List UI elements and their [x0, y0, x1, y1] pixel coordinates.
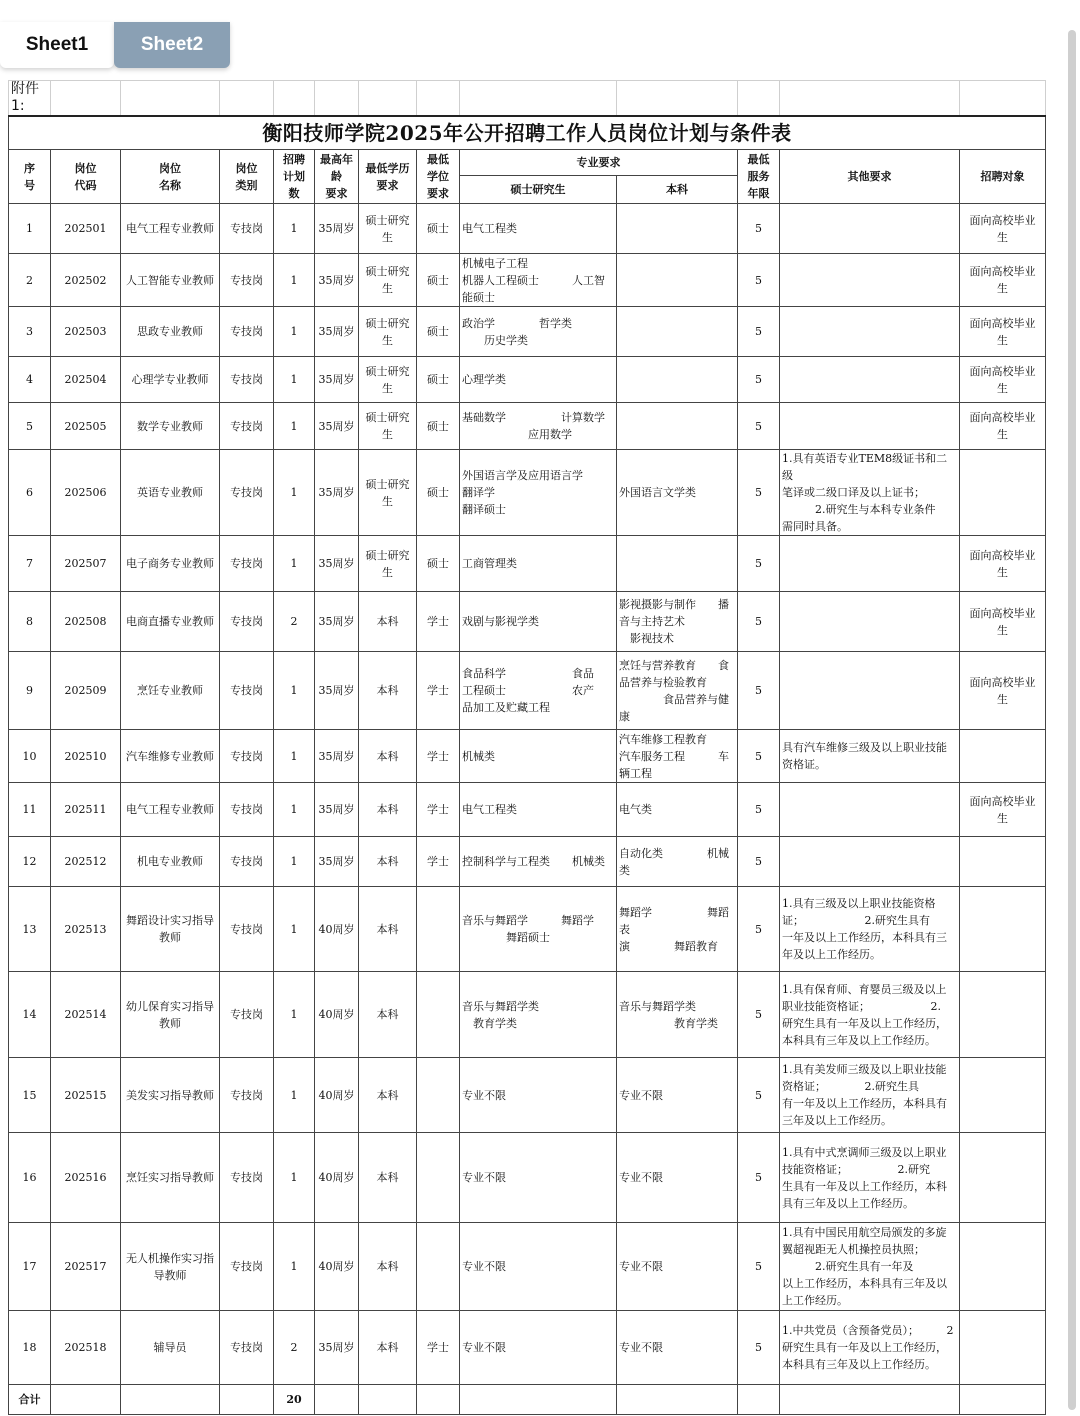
- cell-service[interactable]: 5: [738, 254, 780, 307]
- cell-target[interactable]: [960, 1058, 1046, 1133]
- table-row: [9, 783, 1046, 837]
- cell-target[interactable]: [960, 730, 1046, 783]
- cell-major-bachelor[interactable]: 自动化类 机械 类: [617, 837, 738, 887]
- cell-target[interactable]: [960, 972, 1046, 1058]
- cell-edu[interactable]: 本科: [359, 837, 417, 887]
- cell-type[interactable]: 专技岗: [220, 1311, 274, 1385]
- cell-major-bachelor[interactable]: [617, 307, 738, 357]
- cell-other[interactable]: [780, 837, 960, 887]
- cell-major-master[interactable]: 音乐与舞蹈学类 教育学类: [460, 972, 617, 1058]
- cell-major-master[interactable]: 电气工程类: [460, 783, 617, 837]
- empty-cell[interactable]: [960, 1385, 1046, 1415]
- cell-major-bachelor[interactable]: [617, 403, 738, 450]
- cell-code[interactable]: 202507: [51, 536, 121, 592]
- cell-seq[interactable]: 12: [9, 837, 51, 887]
- cell-target[interactable]: [960, 887, 1046, 972]
- cell-name[interactable]: 电商直播专业教师: [121, 592, 220, 652]
- cell-target[interactable]: [960, 1311, 1046, 1385]
- cell-service[interactable]: 5: [738, 592, 780, 652]
- cell-name[interactable]: 无人机操作实习指 导教师: [121, 1223, 220, 1311]
- cell-service[interactable]: 5: [738, 403, 780, 450]
- cell-age[interactable]: 35周岁: [315, 592, 359, 652]
- cell-name[interactable]: 辅导员: [121, 1311, 220, 1385]
- table-row: [9, 1311, 1046, 1385]
- cell-target[interactable]: [960, 837, 1046, 887]
- header-age: 最高年 龄 要求: [315, 150, 359, 204]
- header-code: 岗位 代码: [51, 150, 121, 204]
- cell-edu[interactable]: 硕士研究 生: [359, 450, 417, 536]
- cell-major-master[interactable]: 食品科学 食品 工程硕士 农产 品加工及贮藏工程: [460, 652, 617, 730]
- cell-code[interactable]: 202501: [51, 204, 121, 254]
- empty-cell[interactable]: [738, 1385, 780, 1415]
- header-major: 专业要求: [460, 150, 738, 176]
- cell-major-bachelor[interactable]: [617, 204, 738, 254]
- cell-edu[interactable]: 硕士研究 生: [359, 204, 417, 254]
- cell-seq[interactable]: 10: [9, 730, 51, 783]
- cell-major-master[interactable]: 外国语言学及应用语言学 翻译学 翻译硕士: [460, 450, 617, 536]
- cell-target[interactable]: 面向高校毕业 生: [960, 592, 1046, 652]
- tab-sheet1[interactable]: Sheet1: [0, 22, 114, 68]
- empty-cell[interactable]: [359, 1385, 417, 1415]
- cell-count[interactable]: 1: [274, 536, 315, 592]
- cell-edu[interactable]: 本科: [359, 1223, 417, 1311]
- cell-code[interactable]: 202503: [51, 307, 121, 357]
- cell-seq[interactable]: 3: [9, 307, 51, 357]
- cell-type[interactable]: 专技岗: [220, 783, 274, 837]
- cell-other[interactable]: [780, 357, 960, 403]
- header-other: 其他要求: [780, 150, 960, 204]
- cell-name[interactable]: 机电专业教师: [121, 837, 220, 887]
- table-row: [9, 204, 1046, 254]
- cell-name[interactable]: 烹饪专业教师: [121, 652, 220, 730]
- cell-age[interactable]: 40周岁: [315, 887, 359, 972]
- cell-major-master[interactable]: 心理学类: [460, 357, 617, 403]
- recruitment-table: [8, 80, 1046, 1415]
- cell-seq[interactable]: 6: [9, 450, 51, 536]
- cell-other[interactable]: [780, 536, 960, 592]
- cell-type[interactable]: 专技岗: [220, 307, 274, 357]
- cell-type[interactable]: 专技岗: [220, 254, 274, 307]
- cell-name[interactable]: 电子商务专业教师: [121, 536, 220, 592]
- cell-type[interactable]: 专技岗: [220, 536, 274, 592]
- cell-name[interactable]: 人工智能专业教师: [121, 254, 220, 307]
- cell-degree[interactable]: [417, 1223, 460, 1311]
- cell-service[interactable]: 5: [738, 204, 780, 254]
- cell-other[interactable]: [780, 403, 960, 450]
- cell-degree[interactable]: 硕士: [417, 254, 460, 307]
- cell-seq[interactable]: 5: [9, 403, 51, 450]
- cell-edu[interactable]: 本科: [359, 652, 417, 730]
- cell-code[interactable]: 202515: [51, 1058, 121, 1133]
- empty-cell[interactable]: [315, 1385, 359, 1415]
- cell-seq[interactable]: 16: [9, 1133, 51, 1223]
- cell-service[interactable]: 5: [738, 357, 780, 403]
- cell-code[interactable]: 202505: [51, 403, 121, 450]
- vertical-scrollbar[interactable]: [1068, 30, 1076, 1410]
- spreadsheet-grid: [8, 80, 1046, 1415]
- cell-age[interactable]: 35周岁: [315, 204, 359, 254]
- cell-other[interactable]: [780, 307, 960, 357]
- cell-major-master[interactable]: 电气工程类: [460, 204, 617, 254]
- cell-service[interactable]: 5: [738, 837, 780, 887]
- cell-seq[interactable]: 4: [9, 357, 51, 403]
- cell-age[interactable]: 35周岁: [315, 536, 359, 592]
- cell-major-master[interactable]: 政治学 哲学类 历史学类: [460, 307, 617, 357]
- cell-count[interactable]: 1: [274, 307, 315, 357]
- cell-code[interactable]: 202517: [51, 1223, 121, 1311]
- cell-age[interactable]: 35周岁: [315, 307, 359, 357]
- cell-code[interactable]: 202504: [51, 357, 121, 403]
- cell-count[interactable]: 2: [274, 592, 315, 652]
- table-row: [9, 307, 1046, 357]
- annex-label: 附件1:: [9, 81, 51, 117]
- cell-target[interactable]: [960, 1133, 1046, 1223]
- table-row: [9, 972, 1046, 1058]
- cell-major-master[interactable]: 工商管理类: [460, 536, 617, 592]
- cell-major-bachelor[interactable]: 专业不限: [617, 1058, 738, 1133]
- cell-code[interactable]: 202502: [51, 254, 121, 307]
- cell-name[interactable]: 思政专业教师: [121, 307, 220, 357]
- cell-target[interactable]: 面向高校毕业 生: [960, 254, 1046, 307]
- cell-major-master[interactable]: 专业不限: [460, 1133, 617, 1223]
- title-row: [9, 116, 1046, 150]
- cell-age[interactable]: 35周岁: [315, 730, 359, 783]
- cell-code[interactable]: 202513: [51, 887, 121, 972]
- cell-code[interactable]: 202512: [51, 837, 121, 887]
- tab-sheet2[interactable]: Sheet2: [114, 22, 230, 68]
- cell-major-bachelor[interactable]: [617, 357, 738, 403]
- cell-count[interactable]: 1: [274, 783, 315, 837]
- table-title: 衡阳技师学院2025年公开招聘工作人员岗位计划与条件表: [9, 116, 1046, 150]
- cell-count[interactable]: 1: [274, 1223, 315, 1311]
- empty-cell[interactable]: [51, 1385, 121, 1415]
- cell-service[interactable]: 5: [738, 652, 780, 730]
- table-row: [9, 730, 1046, 783]
- cell-degree[interactable]: 硕士: [417, 307, 460, 357]
- cell-major-bachelor[interactable]: 电气类: [617, 783, 738, 837]
- cell-major-bachelor[interactable]: 外国语言文学类: [617, 450, 738, 536]
- cell-major-bachelor[interactable]: 舞蹈学 舞蹈表 演 舞蹈教育: [617, 887, 738, 972]
- cell-degree[interactable]: [417, 1133, 460, 1223]
- cell-edu[interactable]: 硕士研究 生: [359, 254, 417, 307]
- cell-seq[interactable]: 14: [9, 972, 51, 1058]
- cell-name[interactable]: 英语专业教师: [121, 450, 220, 536]
- cell-seq[interactable]: 8: [9, 592, 51, 652]
- header-type: 岗位 类别: [220, 150, 274, 204]
- cell-major-bachelor[interactable]: [617, 536, 738, 592]
- table-row: [9, 1133, 1046, 1223]
- cell-degree[interactable]: 硕士: [417, 357, 460, 403]
- cell-age[interactable]: 40周岁: [315, 972, 359, 1058]
- cell-count[interactable]: 1: [274, 972, 315, 1058]
- cell-service[interactable]: 5: [738, 1133, 780, 1223]
- cell-major-bachelor[interactable]: 汽车维修工程教育 汽车服务工程 车 辆工程: [617, 730, 738, 783]
- cell-age[interactable]: 35周岁: [315, 357, 359, 403]
- cell-major-bachelor[interactable]: 音乐与舞蹈学类 教育学类: [617, 972, 738, 1058]
- cell-edu[interactable]: 本科: [359, 1311, 417, 1385]
- cell-type[interactable]: 专技岗: [220, 204, 274, 254]
- cell-name[interactable]: 数学专业教师: [121, 403, 220, 450]
- table-row: [9, 887, 1046, 972]
- cell-seq[interactable]: 17: [9, 1223, 51, 1311]
- cell-major-master[interactable]: 机械电子工程 机器人工程硕士 人工智 能硕士: [460, 254, 617, 307]
- header-edu: 最低学历 要求: [359, 150, 417, 204]
- cell-type[interactable]: 专技岗: [220, 592, 274, 652]
- cell-type[interactable]: 专技岗: [220, 1058, 274, 1133]
- table-row: [9, 450, 1046, 536]
- cell-major-bachelor[interactable]: 影视摄影与制作 播 音与主持艺术 影视技术: [617, 592, 738, 652]
- cell-target[interactable]: 面向高校毕业 生: [960, 357, 1046, 403]
- cell-degree[interactable]: 学士: [417, 652, 460, 730]
- cell-count[interactable]: 1: [274, 730, 315, 783]
- cell-count[interactable]: 1: [274, 1133, 315, 1223]
- cell-age[interactable]: 35周岁: [315, 1311, 359, 1385]
- cell-seq[interactable]: 2: [9, 254, 51, 307]
- cell-other[interactable]: 1.具有英语专业TEM8级证书和二级 笔译或二级口译及以上证书； 2.研究生与本科专业条件 需同时具备。: [780, 450, 960, 536]
- empty-cell[interactable]: [617, 1385, 738, 1415]
- cell-edu[interactable]: 本科: [359, 783, 417, 837]
- cell-age[interactable]: 35周岁: [315, 254, 359, 307]
- cell-type[interactable]: 专技岗: [220, 887, 274, 972]
- cell-name[interactable]: 电气工程专业教师: [121, 204, 220, 254]
- cell-age[interactable]: 40周岁: [315, 1133, 359, 1223]
- empty-cell[interactable]: [780, 1385, 960, 1415]
- cell-name[interactable]: 汽车维修专业教师: [121, 730, 220, 783]
- cell-target[interactable]: [960, 1223, 1046, 1311]
- header-row-1: [9, 150, 1046, 176]
- cell-other[interactable]: 1.具有中式烹调师三级及以上职业 技能资格证； 2.研究 生具有一年及以上工作经历，本科 具有三年及以上工作经历。: [780, 1133, 960, 1223]
- cell-edu[interactable]: 本科: [359, 1133, 417, 1223]
- cell-degree[interactable]: 硕士: [417, 536, 460, 592]
- total-label[interactable]: 合计: [9, 1385, 51, 1415]
- cell-name[interactable]: 烹饪实习指导教师: [121, 1133, 220, 1223]
- cell-type[interactable]: 专技岗: [220, 837, 274, 887]
- cell-target[interactable]: 面向高校毕业 生: [960, 204, 1046, 254]
- cell-edu[interactable]: 硕士研究 生: [359, 536, 417, 592]
- cell-edu[interactable]: 本科: [359, 592, 417, 652]
- table-row: [9, 536, 1046, 592]
- cell-type[interactable]: 专技岗: [220, 730, 274, 783]
- header-major-master: 硕士研究生: [460, 176, 617, 204]
- cell-major-master[interactable]: 戏剧与影视学类: [460, 592, 617, 652]
- header-service: 最低 服务 年限: [738, 150, 780, 204]
- cell-code[interactable]: 202516: [51, 1133, 121, 1223]
- cell-code[interactable]: 202511: [51, 783, 121, 837]
- cell-age[interactable]: 35周岁: [315, 783, 359, 837]
- cell-major-bachelor[interactable]: 专业不限: [617, 1311, 738, 1385]
- cell-seq[interactable]: 18: [9, 1311, 51, 1385]
- cell-count[interactable]: 1: [274, 887, 315, 972]
- cell-other[interactable]: [780, 204, 960, 254]
- cell-target[interactable]: [960, 450, 1046, 536]
- table-row: [9, 357, 1046, 403]
- cell-type[interactable]: 专技岗: [220, 652, 274, 730]
- cell-count[interactable]: 1: [274, 652, 315, 730]
- cell-edu[interactable]: 本科: [359, 1058, 417, 1133]
- cell-age[interactable]: 40周岁: [315, 1058, 359, 1133]
- cell-major-bachelor[interactable]: 专业不限: [617, 1133, 738, 1223]
- table-row: [9, 1058, 1046, 1133]
- cell-service[interactable]: 5: [738, 783, 780, 837]
- cell-seq[interactable]: 13: [9, 887, 51, 972]
- cell-degree[interactable]: 学士: [417, 730, 460, 783]
- table-row: [9, 254, 1046, 307]
- cell-count[interactable]: 1: [274, 1058, 315, 1133]
- table-row: [9, 1223, 1046, 1311]
- cell-major-master[interactable]: 专业不限: [460, 1058, 617, 1133]
- cell-age[interactable]: 40周岁: [315, 1223, 359, 1311]
- cell-major-bachelor[interactable]: 专业不限: [617, 1223, 738, 1311]
- cell-count[interactable]: 1: [274, 357, 315, 403]
- cell-degree[interactable]: 学士: [417, 837, 460, 887]
- empty-cell[interactable]: [220, 1385, 274, 1415]
- cell-service[interactable]: 5: [738, 307, 780, 357]
- cell-degree[interactable]: [417, 972, 460, 1058]
- header-target: 招聘对象: [960, 150, 1046, 204]
- cell-service[interactable]: 5: [738, 1058, 780, 1133]
- cell-other[interactable]: 1.具有中国民用航空局颁发的多旋 翼超视距无人机操控员执照； 2.研究生具有一年及 以上工作经历，本科具有三年及以 上工作经历。: [780, 1223, 960, 1311]
- cell-target[interactable]: 面向高校毕业 生: [960, 307, 1046, 357]
- header-name: 岗位 名称: [121, 150, 220, 204]
- cell-type[interactable]: 专技岗: [220, 1223, 274, 1311]
- cell-other[interactable]: [780, 783, 960, 837]
- cell-service[interactable]: 5: [738, 536, 780, 592]
- total-count[interactable]: 20: [274, 1385, 315, 1415]
- table-row: [9, 403, 1046, 450]
- cell-service[interactable]: 5: [738, 972, 780, 1058]
- header-degree: 最低 学位 要求: [417, 150, 460, 204]
- total-row: [9, 1385, 1046, 1415]
- cell-type[interactable]: 专技岗: [220, 972, 274, 1058]
- cell-age[interactable]: 35周岁: [315, 837, 359, 887]
- cell-age[interactable]: 35周岁: [315, 403, 359, 450]
- cell-code[interactable]: 202506: [51, 450, 121, 536]
- table-row: [9, 652, 1046, 730]
- cell-name[interactable]: 美发实习指导教师: [121, 1058, 220, 1133]
- cell-seq[interactable]: 9: [9, 652, 51, 730]
- cell-type[interactable]: 专技岗: [220, 1133, 274, 1223]
- cell-type[interactable]: 专技岗: [220, 357, 274, 403]
- cell-code[interactable]: 202514: [51, 972, 121, 1058]
- cell-target[interactable]: 面向高校毕业 生: [960, 652, 1046, 730]
- cell-major-master[interactable]: 专业不限: [460, 1311, 617, 1385]
- cell-target[interactable]: 面向高校毕业 生: [960, 783, 1046, 837]
- cell-seq[interactable]: 15: [9, 1058, 51, 1133]
- empty-cell[interactable]: [417, 1385, 460, 1415]
- cell-edu[interactable]: 本科: [359, 972, 417, 1058]
- cell-degree[interactable]: [417, 1058, 460, 1133]
- cell-seq[interactable]: 7: [9, 536, 51, 592]
- cell-other[interactable]: [780, 652, 960, 730]
- cell-edu[interactable]: 本科: [359, 730, 417, 783]
- table-row: [9, 592, 1046, 652]
- cell-service[interactable]: 5: [738, 887, 780, 972]
- cell-degree[interactable]: [417, 887, 460, 972]
- cell-edu[interactable]: 本科: [359, 887, 417, 972]
- cell-major-bachelor[interactable]: 烹饪与营养教育 食 品营养与检验教育 食品营养与健 康: [617, 652, 738, 730]
- cell-other[interactable]: 1.中共党员（含预备党员）； 2 研究生具有一年及以上工作经历， 本科具有三年及以上工作经历。: [780, 1311, 960, 1385]
- cell-count[interactable]: 2: [274, 1311, 315, 1385]
- header-count: 招聘 计划 数: [274, 150, 315, 204]
- cell-type[interactable]: 专技岗: [220, 450, 274, 536]
- cell-other[interactable]: 1.具有三级及以上职业技能资格 证； 2.研究生具有 一年及以上工作经历，本科具有三 年及以上工作经历。: [780, 887, 960, 972]
- cell-major-master[interactable]: 音乐与舞蹈学 舞蹈学 舞蹈硕士: [460, 887, 617, 972]
- cell-other[interactable]: 1.具有美发师三级及以上职业技能 资格证； 2.研究生具 有一年及以上工作经历，本科具有 三年及以上工作经历。: [780, 1058, 960, 1133]
- cell-code[interactable]: 202510: [51, 730, 121, 783]
- cell-seq[interactable]: 1: [9, 204, 51, 254]
- cell-seq[interactable]: 11: [9, 783, 51, 837]
- cell-degree[interactable]: 硕士: [417, 450, 460, 536]
- cell-edu[interactable]: 硕士研究 生: [359, 307, 417, 357]
- cell-count[interactable]: 1: [274, 254, 315, 307]
- cell-count[interactable]: 1: [274, 204, 315, 254]
- cell-target[interactable]: 面向高校毕业 生: [960, 536, 1046, 592]
- cell-target[interactable]: 面向高校毕业 生: [960, 403, 1046, 450]
- empty-cell[interactable]: [121, 1385, 220, 1415]
- cell-edu[interactable]: 硕士研究 生: [359, 403, 417, 450]
- cell-service[interactable]: 5: [738, 450, 780, 536]
- cell-other[interactable]: [780, 254, 960, 307]
- cell-other[interactable]: [780, 592, 960, 652]
- cell-major-master[interactable]: 机械类: [460, 730, 617, 783]
- cell-edu[interactable]: 硕士研究 生: [359, 357, 417, 403]
- cell-age[interactable]: 35周岁: [315, 450, 359, 536]
- cell-name[interactable]: 舞蹈设计实习指导 教师: [121, 887, 220, 972]
- cell-major-master[interactable]: 控制科学与工程类 机械类: [460, 837, 617, 887]
- cell-code[interactable]: 202518: [51, 1311, 121, 1385]
- cell-degree[interactable]: 学士: [417, 592, 460, 652]
- cell-major-master[interactable]: 基础数学 计算数学 应用数学: [460, 403, 617, 450]
- sheet-tab-bar: [0, 0, 1080, 70]
- cell-major-master[interactable]: 专业不限: [460, 1223, 617, 1311]
- cell-other[interactable]: 具有汽车维修三级及以上职业技能 资格证。: [780, 730, 960, 783]
- cell-other[interactable]: 1.具有保育师、育婴员三级及以上 职业技能资格证； 2. 研究生具有一年及以上工作经历， 本科具有三年及以上工作经历。: [780, 972, 960, 1058]
- annex-row: [9, 81, 1046, 117]
- cell-service[interactable]: 5: [738, 1311, 780, 1385]
- cell-service[interactable]: 5: [738, 1223, 780, 1311]
- cell-code[interactable]: 202508: [51, 592, 121, 652]
- cell-name[interactable]: 幼儿保育实习指导 教师: [121, 972, 220, 1058]
- cell-count[interactable]: 1: [274, 403, 315, 450]
- cell-name[interactable]: 心理学专业教师: [121, 357, 220, 403]
- cell-degree[interactable]: 硕士: [417, 403, 460, 450]
- cell-degree[interactable]: 学士: [417, 783, 460, 837]
- cell-degree[interactable]: 硕士: [417, 204, 460, 254]
- cell-count[interactable]: 1: [274, 837, 315, 887]
- cell-service[interactable]: 5: [738, 730, 780, 783]
- header-seq: 序 号: [9, 150, 51, 204]
- cell-major-bachelor[interactable]: [617, 254, 738, 307]
- table-row: [9, 837, 1046, 887]
- cell-count[interactable]: 1: [274, 450, 315, 536]
- cell-name[interactable]: 电气工程专业教师: [121, 783, 220, 837]
- empty-cell[interactable]: [460, 1385, 617, 1415]
- header-major-bachelor: 本科: [617, 176, 738, 204]
- cell-age[interactable]: 35周岁: [315, 652, 359, 730]
- cell-type[interactable]: 专技岗: [220, 403, 274, 450]
- cell-degree[interactable]: 学士: [417, 1311, 460, 1385]
- cell-code[interactable]: 202509: [51, 652, 121, 730]
